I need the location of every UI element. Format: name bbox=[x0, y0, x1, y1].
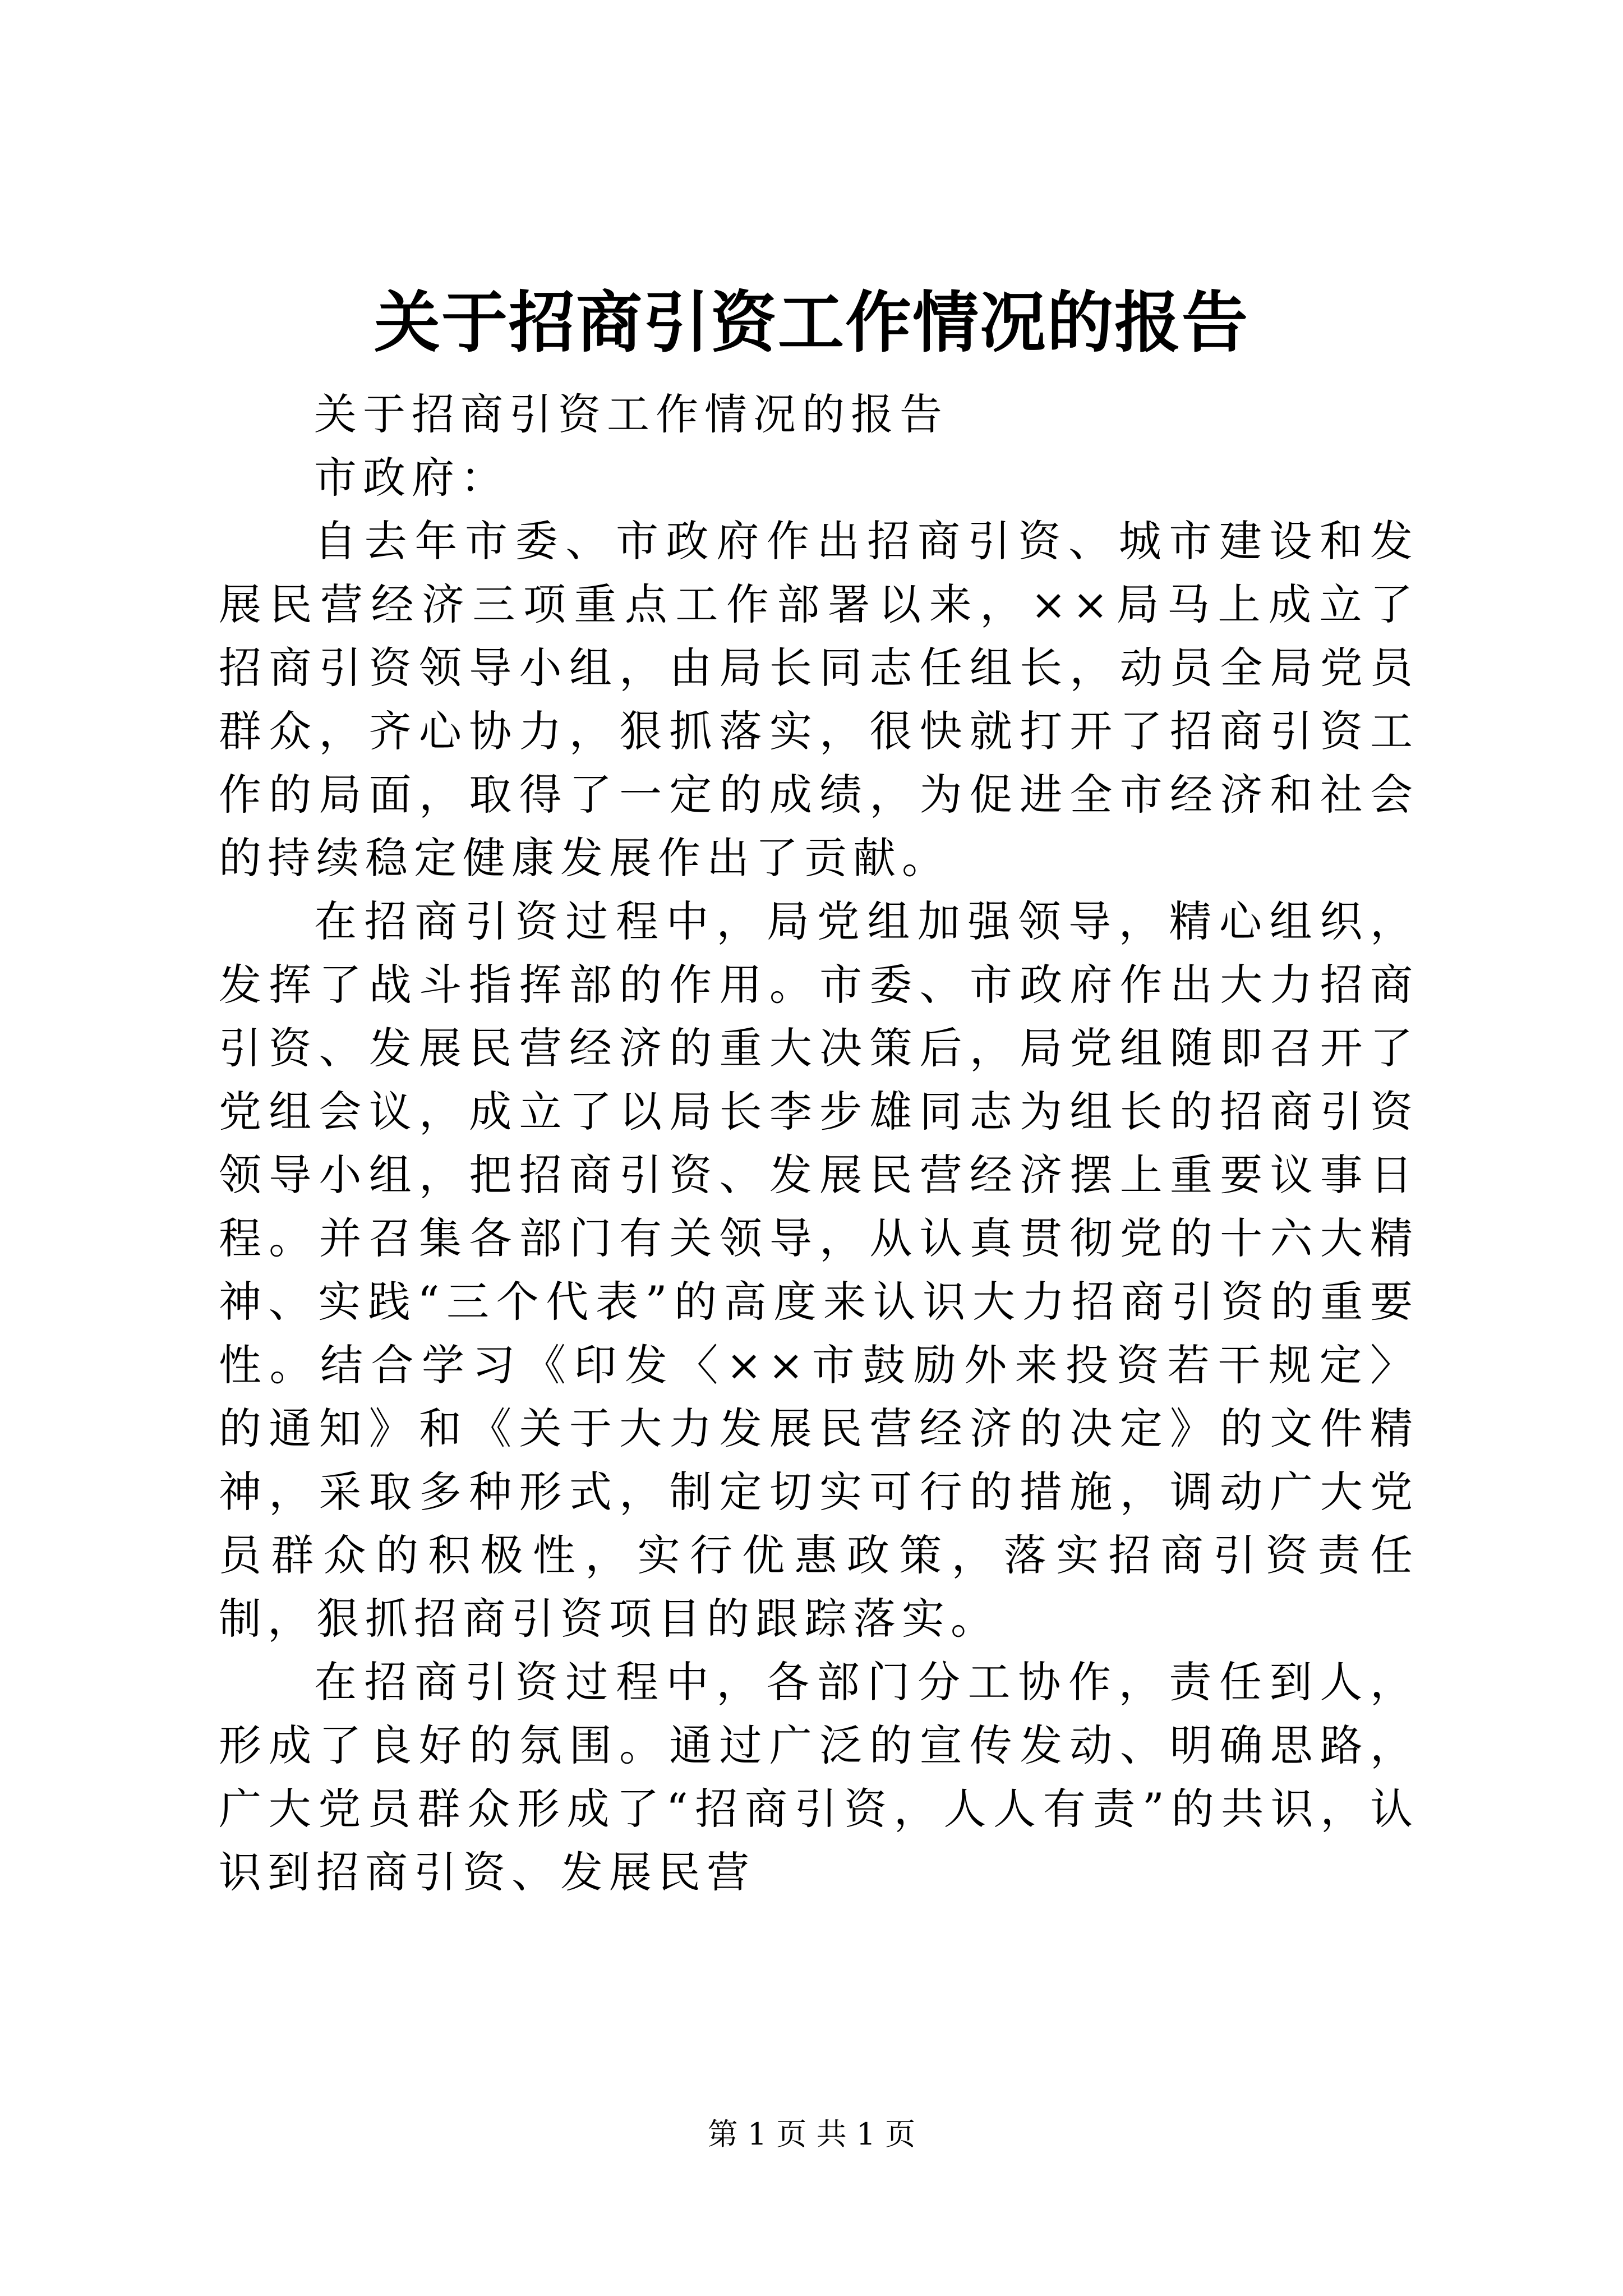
body-paragraph: 在招商引资过程中，局党组加强领导，精心组织，发挥了战斗指挥部的作用。市委、市政府作出大力招商引资、发展民营经济的重大决策后，局党组随即召开了党组会议，成立了以局长李步雄同志为组长的招商引资领导小组，把招商引资、发展民营经济摆上重要议事日程。并召集各部门有关领导，从认真贯彻党的十六大精神、实践“三个代表”的高度来认识大力招商引资的重要性。结合学习《印发〈××市鼓励外来投资若干规定〉的通知》和《关于大力发展民营经济的决定》的文件精神，采取多种形式，制定切实可行的措施，调动广大党员群众的积极性，实行优惠政策，落实招商引资责任制，狠抓招商引资项目的跟踪落实。 bbox=[219, 896, 1419, 1644]
page-number-footer: 第 1 页 共 1 页 bbox=[707, 2116, 916, 2152]
body-paragraph: 在招商引资过程中，各部门分工协作，责任到人，形成了良好的氛围。通过广泛的宣传发动、明确思路，广大党员群众形成了“招商引资，人人有责”的共识，认识到招商引资、发展民营 bbox=[219, 1657, 1419, 1897]
subtitle-paragraph: 关于招商引资工作情况的报告 bbox=[314, 389, 948, 439]
document-title: 关于招商引资工作情况的报告 bbox=[374, 283, 1249, 361]
document-body bbox=[219, 383, 1419, 1904]
salutation-paragraph: 市政府： bbox=[314, 453, 509, 503]
body-paragraph: 自去年市委、市政府作出招商引资、城市建设和发展民营经济三项重点工作部署以来，××局马上成立了招商引资领导小组，由局长同志任组长，动员全局党员群众，齐心协力，狠抓落实，很快就打开了招商引资工作的局面，取得了一定的成绩，为促进全市经济和社会的持续稳定健康发展作出了贡献。 bbox=[219, 516, 1419, 883]
